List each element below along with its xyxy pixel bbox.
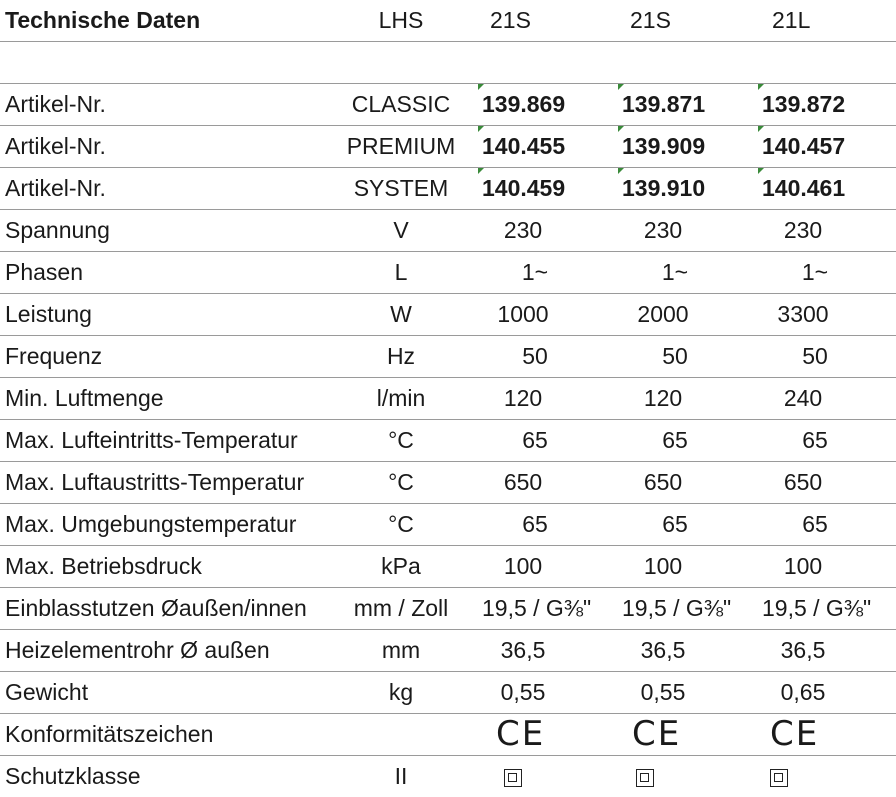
- table-row: [0, 756, 896, 796]
- table-row: [0, 672, 896, 714]
- value-col-1: 36,5: [500, 637, 546, 663]
- table-title: Technische Daten: [5, 7, 201, 33]
- value-col-2: [636, 756, 654, 797]
- value-col-2: 50: [662, 343, 688, 369]
- row-label: Artikel-Nr.: [5, 133, 106, 159]
- value-col-2: 1~: [661, 259, 689, 285]
- row-label: Leistung: [5, 301, 92, 327]
- row-unit: V: [393, 217, 409, 243]
- row-label: Max. Betriebsdruck: [5, 553, 202, 579]
- value-col-3: 0,65: [780, 679, 826, 705]
- table-row: [0, 462, 896, 504]
- table-row: [0, 168, 896, 210]
- value-col-2: 65: [662, 427, 688, 453]
- value-col-3: 65: [802, 511, 828, 537]
- row-unit: mm / Zoll: [353, 595, 449, 621]
- value-col-2: 19,5 / G⅜": [622, 595, 732, 621]
- row-unit: CLASSIC: [351, 91, 451, 117]
- double-insulation-icon: [504, 769, 522, 787]
- row-unit: W: [390, 301, 412, 327]
- value-col-1: 139.869: [482, 91, 566, 117]
- value-col-1: [504, 756, 522, 797]
- table-row: [0, 714, 896, 756]
- table-row: [0, 126, 896, 168]
- table-row: [0, 504, 896, 546]
- row-label: Artikel-Nr.: [5, 175, 106, 201]
- value-col-2: 65: [662, 511, 688, 537]
- value-col-3: 139.872: [762, 91, 846, 117]
- row-label: Einblasstutzen Øaußen/innen: [5, 595, 307, 621]
- row-unit: II: [394, 763, 408, 789]
- table-row: [0, 588, 896, 630]
- value-col-3: 19,5 / G⅜": [762, 595, 872, 621]
- value-col-2: 139.910: [622, 175, 706, 201]
- double-insulation-icon: [636, 769, 654, 787]
- value-col-2: 0,55: [640, 679, 686, 705]
- double-insulation-icon: [770, 769, 788, 787]
- header-series: LHS: [378, 7, 424, 33]
- row-unit: kg: [388, 679, 414, 705]
- value-col-3: 1~: [801, 259, 829, 285]
- row-unit: SYSTEM: [353, 175, 449, 201]
- header-col-2: 21S: [630, 7, 671, 33]
- value-col-3: 140.461: [762, 175, 846, 201]
- table-row: [0, 294, 896, 336]
- value-col-1: 140.455: [482, 133, 566, 159]
- header-col-3: 21L: [772, 7, 811, 33]
- row-label: Spannung: [5, 217, 110, 243]
- spacer-row: [0, 42, 896, 84]
- row-unit: PREMIUM: [346, 133, 456, 159]
- table-row: [0, 420, 896, 462]
- ce-mark-icon: CE: [496, 714, 546, 754]
- value-col-1: 100: [503, 553, 543, 579]
- value-col-2: 650: [643, 469, 683, 495]
- table-row: [0, 630, 896, 672]
- value-col-1: 230: [503, 217, 543, 243]
- value-col-2: 139.871: [622, 91, 706, 117]
- value-col-2: 100: [643, 553, 683, 579]
- header-col-1: 21S: [490, 7, 531, 33]
- row-unit: [320, 714, 482, 755]
- ce-mark-icon: CE: [632, 714, 682, 754]
- value-col-3: 140.457: [762, 133, 846, 159]
- row-label: Max. Umgebungstemperatur: [5, 511, 297, 537]
- value-col-1: 65: [522, 427, 548, 453]
- table-row: [0, 378, 896, 420]
- value-col-1: 120: [503, 385, 543, 411]
- row-label: Schutzklasse: [5, 763, 141, 789]
- table-row: [0, 336, 896, 378]
- row-unit: L: [394, 259, 408, 285]
- row-unit: Hz: [386, 343, 416, 369]
- row-unit: °C: [388, 469, 414, 495]
- value-col-3: 650: [783, 469, 823, 495]
- row-label: Frequenz: [5, 343, 103, 369]
- value-col-1: 65: [522, 511, 548, 537]
- value-col-2: 120: [643, 385, 683, 411]
- table-row: [0, 252, 896, 294]
- row-label: Artikel-Nr.: [5, 91, 106, 117]
- ce-mark-icon: CE: [770, 714, 820, 754]
- header-row: [0, 0, 896, 42]
- value-col-1: 650: [503, 469, 543, 495]
- value-col-1: 1~: [521, 259, 549, 285]
- value-col-2: 2000: [637, 301, 689, 327]
- value-col-1: 50: [522, 343, 548, 369]
- value-col-3: 100: [783, 553, 823, 579]
- row-label: Phasen: [5, 259, 84, 285]
- row-label: Max. Lufteintritts-Temperatur: [5, 427, 298, 453]
- row-label: Max. Luftaustritts-Temperatur: [5, 469, 305, 495]
- value-col-1: 0,55: [500, 679, 546, 705]
- row-unit: mm: [381, 637, 421, 663]
- value-col-3: 36,5: [780, 637, 826, 663]
- value-col-3: 3300: [777, 301, 829, 327]
- row-unit: l/min: [376, 385, 426, 411]
- value-col-2: 230: [643, 217, 683, 243]
- row-unit: °C: [388, 511, 414, 537]
- value-col-3: 240: [783, 385, 823, 411]
- value-col-3: 230: [783, 217, 823, 243]
- row-unit: °C: [388, 427, 414, 453]
- value-col-1: 1000: [497, 301, 549, 327]
- value-col-3: 65: [802, 427, 828, 453]
- value-col-2: 139.909: [622, 133, 706, 159]
- table-row: [0, 210, 896, 252]
- row-unit: kPa: [381, 553, 421, 579]
- row-label: Gewicht: [5, 679, 89, 705]
- value-col-3: 50: [802, 343, 828, 369]
- table-row: [0, 84, 896, 126]
- value-col-2: 36,5: [640, 637, 686, 663]
- row-label: Min. Luftmenge: [5, 385, 164, 411]
- value-col-1: 140.459: [482, 175, 566, 201]
- row-label: Konformitätszeichen: [5, 721, 214, 747]
- table-row: [0, 546, 896, 588]
- row-label: Heizelementrohr Ø außen: [5, 637, 270, 663]
- value-col-3: [770, 756, 788, 797]
- value-col-1: 19,5 / G⅜": [482, 595, 592, 621]
